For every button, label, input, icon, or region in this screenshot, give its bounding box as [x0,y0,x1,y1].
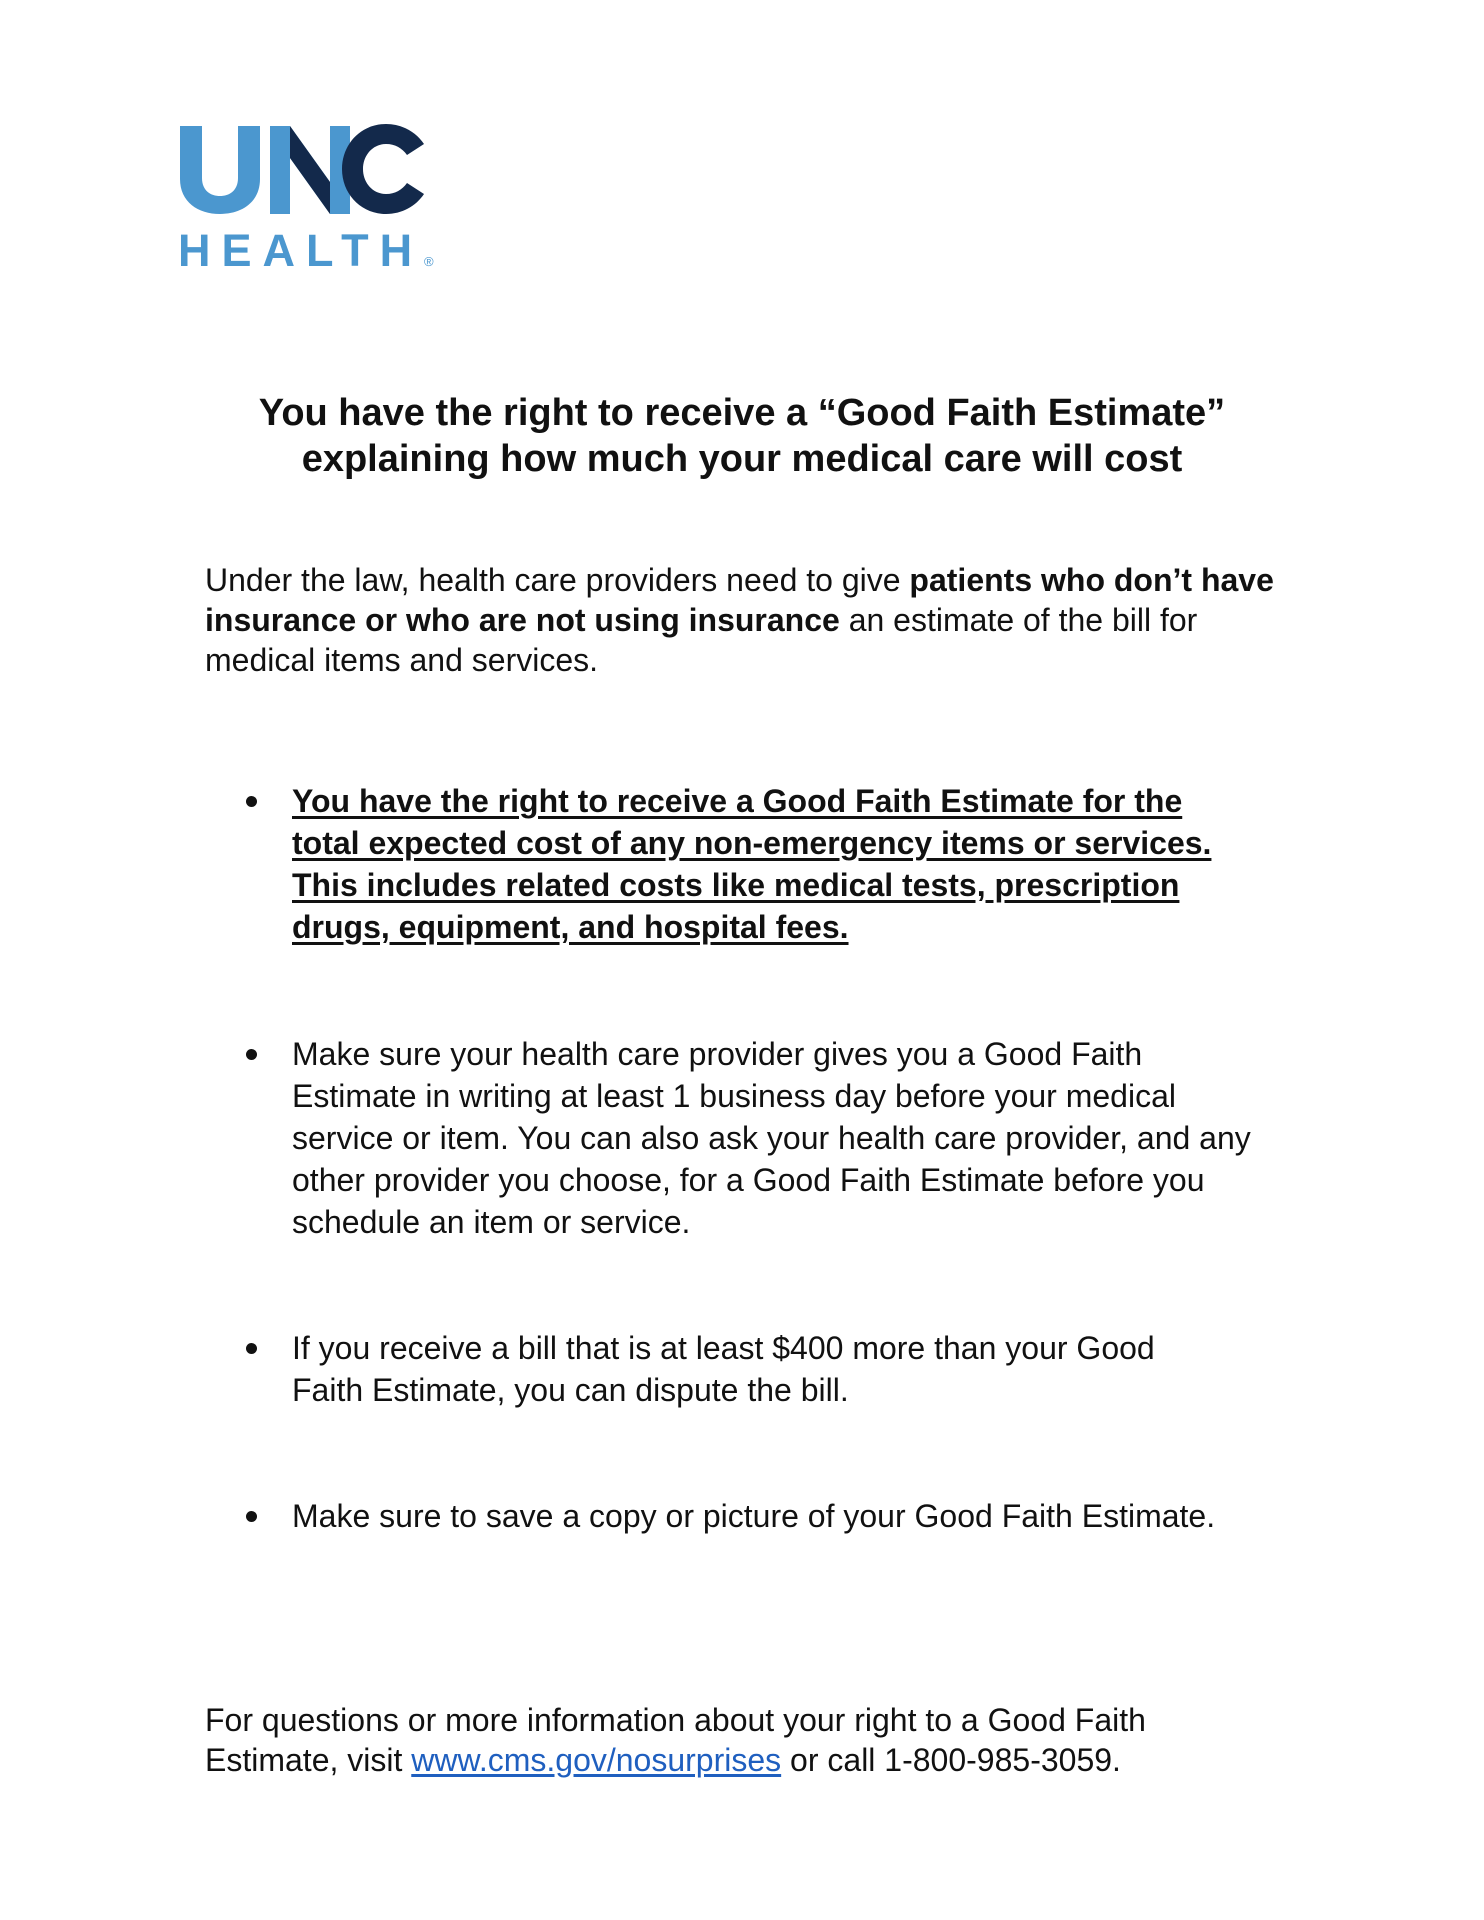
bullet-icon [246,1049,257,1060]
footer-contact [205,1700,1285,1780]
intro-text-end: an estimate of the bill for medical items and services. [205,602,1198,678]
cms-nosurprises-link[interactable]: www.cms.gov/nosurprises [411,1742,782,1778]
bullet-icon [246,796,257,807]
bullet-icon [246,1343,257,1354]
footer-text-start: For questions or more information about your right to a Good Faith Estimate, visit [205,1702,1146,1778]
logo-health-text: HEALTH [178,225,424,276]
intro-paragraph [205,560,1285,680]
page-title [120,390,1364,482]
bullet-dispute-bill: If you receive a bill that is at least $400 more than your Good Faith Estimate, you can dispute the bill. [292,1330,1155,1408]
title-line-1: You have the right to receive a “Good Faith Estimate” [258,392,1226,434]
bullet-written-estimate: Make sure your health care provider gives you a Good Faith Estimate in writing at least 1 business day before your medical service or item. You can also ask your health care provider, and any other provider you choose, for a Good Faith Estimate before you schedule an item or service. [292,1036,1251,1240]
intro-text-start: Under the law, health care providers need to give [205,562,910,598]
title-line-2: explaining how much your medical care will cost [301,438,1183,480]
footer-text-end: or call 1-800-985-3059. [781,1742,1121,1778]
bullet-icon [246,1511,257,1522]
unc-logo-mark [178,124,426,214]
unc-health-logo [178,124,448,274]
bullet-right-to-estimate: You have the right to receive a Good Faith Estimate for the total expected cost of any non-emergency items or services. This includes related costs like medical tests, prescription drugs, equipment, and hospital fees. [292,783,1212,945]
registered-mark: ® [424,254,434,269]
bullet-save-copy: Make sure to save a copy or picture of your Good Faith Estimate. [292,1498,1216,1534]
intro-bold-text: patients who don’t have insurance or who are not using insurance [205,562,1274,638]
